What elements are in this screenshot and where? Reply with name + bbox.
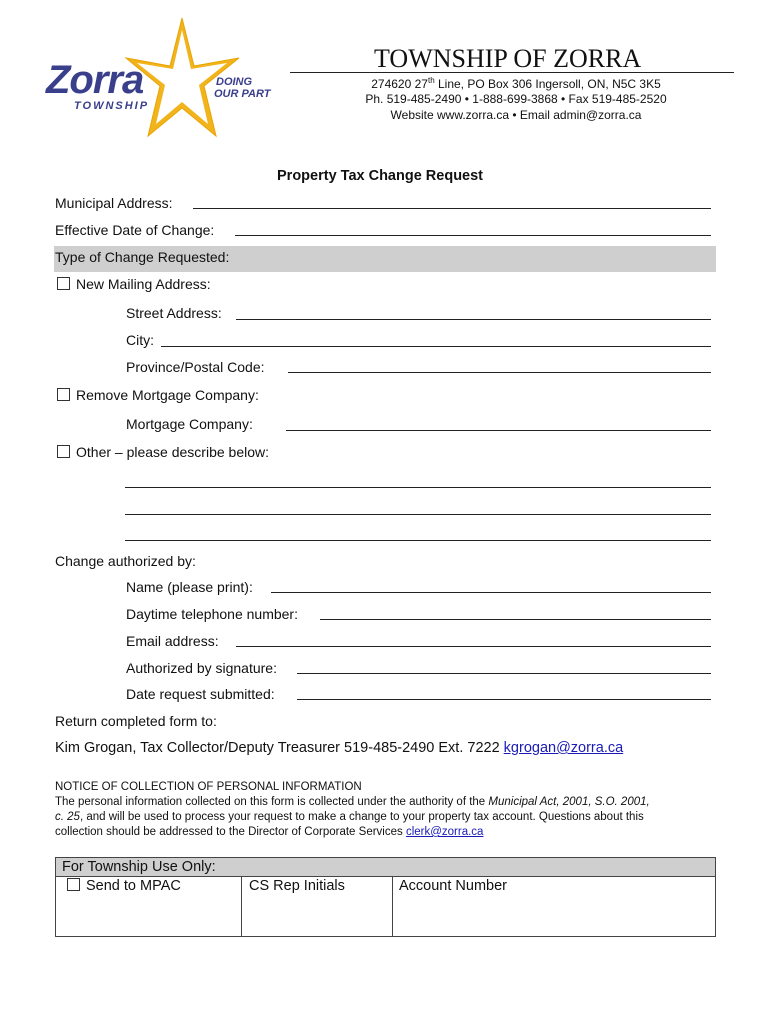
notice-line-2: c. 25, and will be used to process your request to make a change to your property tax account. Questions about this xyxy=(55,811,644,823)
other-option[interactable] xyxy=(57,444,269,460)
send-mpac-checkbox[interactable] xyxy=(67,878,80,891)
new-mailing-label: New Mailing Address: xyxy=(76,276,211,292)
signature-field[interactable] xyxy=(297,673,711,674)
other-checkbox[interactable] xyxy=(57,445,70,458)
remove-mortgage-checkbox[interactable] xyxy=(57,388,70,401)
signature-label: Authorized by signature: xyxy=(126,660,277,676)
mortgage-company-field[interactable] xyxy=(286,430,711,431)
mortgage-company-label: Mortgage Company: xyxy=(126,416,253,432)
address-text-rest: Line, PO Box 306 Ingersoll, ON, N5C 3K5 xyxy=(434,77,661,91)
other-label: Other – please describe below: xyxy=(76,444,269,460)
form-title: Property Tax Change Request xyxy=(277,168,484,184)
contact-text: Kim Grogan, Tax Collector/Deputy Treasurer 519-485-2490 Ext. 7222 xyxy=(55,740,500,756)
new-mailing-option[interactable] xyxy=(57,276,211,292)
remove-mortgage-option[interactable] xyxy=(57,387,259,403)
daytime-phone-field[interactable] xyxy=(320,619,711,620)
name-print-label: Name (please print): xyxy=(126,579,253,595)
contact-email-link[interactable]: kgrogan@zorra.ca xyxy=(503,740,624,756)
other-description-line-1[interactable] xyxy=(125,487,711,488)
new-mailing-checkbox[interactable] xyxy=(57,277,70,290)
email-address-label: Email address: xyxy=(126,633,219,649)
account-number-label: Account Number xyxy=(399,878,507,894)
send-mpac-label: Send to MPAC xyxy=(86,878,181,894)
return-to-label: Return completed form to: xyxy=(55,713,217,729)
table-divider-2 xyxy=(392,876,393,936)
name-print-field[interactable] xyxy=(271,592,711,593)
date-submitted-label: Date request submitted: xyxy=(126,686,275,702)
province-postal-label: Province/Postal Code: xyxy=(126,359,265,375)
other-description-line-2[interactable] xyxy=(125,514,711,515)
change-authorized-label: Change authorized by: xyxy=(55,553,196,569)
street-address-label: Street Address: xyxy=(126,305,222,321)
remove-mortgage-label: Remove Mortgage Company: xyxy=(76,387,259,403)
address-text: 274620 27 xyxy=(371,77,428,91)
daytime-phone-label: Daytime telephone number: xyxy=(126,606,298,622)
type-of-change-label: Type of Change Requested: xyxy=(55,249,230,265)
township-use-heading: For Township Use Only: xyxy=(62,859,216,875)
province-postal-field[interactable] xyxy=(288,372,711,373)
send-mpac-option[interactable] xyxy=(67,878,181,894)
logo-tagline-1: DOING xyxy=(216,76,253,88)
clerk-email-link[interactable]: clerk@zorra.ca xyxy=(405,826,484,838)
table-divider-1 xyxy=(241,876,242,936)
address-superscript: th xyxy=(427,76,435,85)
other-description-line-3[interactable] xyxy=(125,540,711,541)
effective-date-label: Effective Date of Change: xyxy=(55,222,215,238)
organization-name: TOWNSHIP OF ZORRA xyxy=(374,44,642,73)
logo-tagline-2: OUR PART xyxy=(214,88,271,100)
notice-line-3: collection should be addressed to the Director of Corporate Services clerk@zorra.ca xyxy=(55,826,484,838)
contact-line xyxy=(55,740,623,756)
city-field[interactable] xyxy=(161,346,711,347)
zorra-logo xyxy=(44,14,284,144)
notice-line-1: The personal information collected on this form is collected under the authority of the Municipal Act, 2001, S.O. 2001, xyxy=(55,796,650,808)
effective-date-field[interactable] xyxy=(235,235,711,236)
notice-body xyxy=(55,795,719,840)
logo-subtitle: TOWNSHIP xyxy=(74,100,150,112)
street-address-field[interactable] xyxy=(236,319,711,320)
date-submitted-field[interactable] xyxy=(297,699,711,700)
notice-heading: NOTICE OF COLLECTION OF PERSONAL INFORMATION xyxy=(55,781,362,793)
cs-rep-initials-label: CS Rep Initials xyxy=(249,878,345,894)
header-address xyxy=(326,76,706,91)
header-phone: Ph. 519-485-2490 • 1-888-699-3868 • Fax 519-485-2520 xyxy=(365,92,667,106)
municipal-address-field[interactable] xyxy=(193,208,711,209)
header-divider xyxy=(290,72,734,73)
header-web: Website www.zorra.ca • Email admin@zorra.ca xyxy=(390,108,642,122)
logo-wordmark: Zorra xyxy=(46,58,144,102)
municipal-address-label: Municipal Address: xyxy=(55,195,173,211)
city-label: City: xyxy=(126,332,154,348)
email-address-field[interactable] xyxy=(236,646,711,647)
